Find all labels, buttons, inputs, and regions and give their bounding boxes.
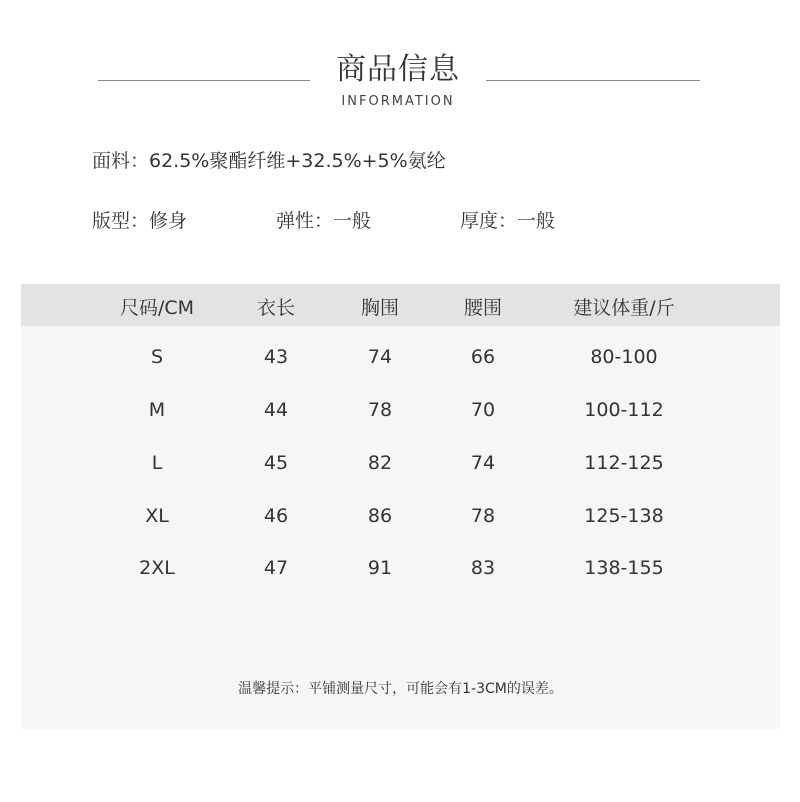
table-cell-weight: 138-155 [584, 557, 664, 579]
table-cell-length: 43 [263, 346, 289, 368]
column-header-size: 尺码/CM [119, 297, 195, 319]
table-cell-length: 46 [263, 505, 289, 527]
thickness-attribute: 厚度：一般 [460, 210, 556, 232]
size-table [21, 284, 780, 729]
table-cell-chest: 74 [367, 346, 393, 368]
column-header-weight: 建议体重/斤 [573, 297, 675, 319]
header-divider-right [486, 80, 700, 81]
table-cell-chest: 78 [367, 399, 393, 421]
table-header-row [21, 284, 780, 326]
column-header-chest: 胸围 [360, 297, 399, 319]
fabric-info: 面料：62.5%聚酯纤维+32.5%+5%氨纶 [92, 150, 446, 172]
table-cell-weight: 125-138 [584, 505, 664, 527]
table-cell-waist: 83 [470, 557, 496, 579]
measurement-note: 温馨提示：平铺测量尺寸，可能会有1-3CM的误差。 [238, 681, 563, 697]
table-cell-size: L [151, 452, 163, 474]
table-cell-weight: 80-100 [590, 346, 658, 368]
table-cell-waist: 70 [470, 399, 496, 421]
column-header-waist: 腰围 [463, 297, 502, 319]
table-cell-waist: 78 [470, 505, 496, 527]
elasticity-attribute: 弹性：一般 [276, 210, 372, 232]
header-divider-left [98, 80, 310, 81]
table-cell-length: 47 [263, 557, 289, 579]
fit-attribute: 版型：修身 [92, 210, 188, 232]
table-cell-chest: 86 [367, 505, 393, 527]
table-cell-size: M [148, 399, 166, 421]
table-cell-waist: 66 [470, 346, 496, 368]
table-cell-weight: 100-112 [584, 399, 664, 421]
section-title: 商品信息 [336, 52, 460, 87]
table-cell-length: 45 [263, 452, 289, 474]
table-cell-length: 44 [263, 399, 289, 421]
table-cell-chest: 82 [367, 452, 393, 474]
table-cell-weight: 112-125 [584, 452, 664, 474]
table-cell-chest: 91 [367, 557, 393, 579]
table-cell-size: S [150, 346, 164, 368]
column-header-length: 衣长 [256, 297, 295, 319]
section-header [0, 40, 800, 120]
section-subtitle: INFORMATION [341, 94, 455, 109]
table-cell-waist: 74 [470, 452, 496, 474]
table-cell-size: 2XL [139, 557, 175, 579]
table-cell-size: XL [145, 505, 169, 527]
